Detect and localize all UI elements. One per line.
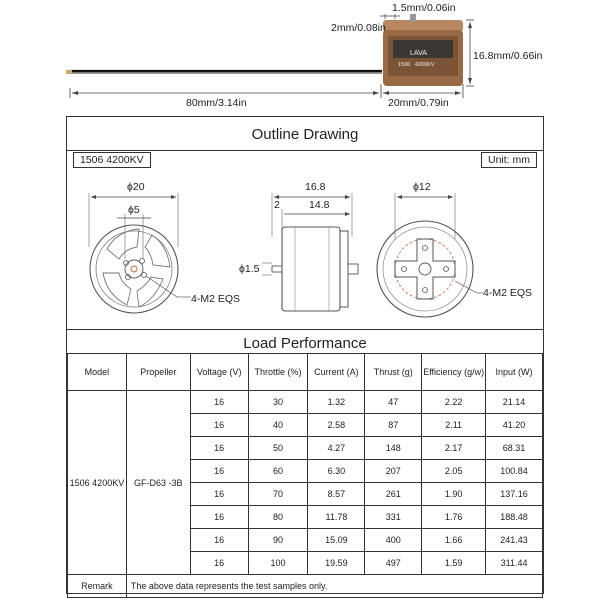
outline-drawings [67,169,543,329]
thrust-cell: 148 [365,437,422,460]
dim-motor-length: 20mm/0.79in [388,97,449,109]
input-cell: 241.43 [486,529,543,552]
current-cell: 15.09 [308,529,365,552]
remark-label: Remark [68,575,127,598]
voltage-cell: 16 [190,529,248,552]
back-view-drawing [377,193,483,317]
side-length: 16.8 [305,181,326,193]
efficiency-cell: 2.17 [422,437,486,460]
efficiency-cell: 2.11 [422,414,486,437]
voltage-cell: 16 [190,414,248,437]
load-performance-title: Load Performance [243,335,367,352]
efficiency-cell: 2.05 [422,460,486,483]
current-cell: 19.59 [308,552,365,575]
outline-drawing-title: Outline Drawing [251,126,359,143]
header-voltage: Voltage (V) [190,354,248,391]
voltage-cell: 16 [190,460,248,483]
voltage-cell: 16 [190,483,248,506]
voltage-cell: 16 [190,437,248,460]
header-input: Input (W) [486,354,543,391]
back-screw-spec: 4-M2 EQS [483,287,533,299]
front-screw-spec: 4-M2 EQS [191,293,241,305]
thrust-cell: 497 [365,552,422,575]
thrust-cell: 400 [365,529,422,552]
voltage-cell: 16 [190,506,248,529]
product-photo [0,0,600,112]
model-tag: 1506 4200KV [73,152,151,168]
load-performance-table [67,353,543,598]
efficiency-cell: 1.59 [422,552,486,575]
table-row [68,391,543,414]
input-cell: 41.20 [486,414,543,437]
throttle-cell: 100 [248,552,308,575]
front-inner-diameter: ϕ5 [128,204,140,216]
efficiency-cell: 1.76 [422,506,486,529]
current-cell: 11.78 [308,506,365,529]
efficiency-cell: 1.90 [422,483,486,506]
throttle-cell: 30 [248,391,308,414]
front-outer-diameter: ϕ20 [127,181,145,193]
header-efficiency: Efficiency (g/w) [422,354,486,391]
thrust-cell: 207 [365,460,422,483]
side-dim-b: 14.8 [309,199,330,211]
current-cell: 8.57 [308,483,365,506]
side-shaft-diameter: ϕ1.5 [239,263,260,275]
voltage-cell: 16 [190,391,248,414]
header-current: Current (A) [308,354,365,391]
table-header-row [68,354,543,391]
header-propeller: Propeller [126,354,190,391]
dim-wire-length: 80mm/3.14in [186,97,247,109]
header-throttle: Throttle (%) [248,354,308,391]
throttle-cell: 70 [248,483,308,506]
input-cell: 311.44 [486,552,543,575]
throttle-cell: 60 [248,460,308,483]
front-view-drawing [89,193,191,313]
input-cell: 21.14 [486,391,543,414]
unit-tag: Unit: mm [481,152,537,168]
input-cell: 188.48 [486,506,543,529]
current-cell: 1.32 [308,391,365,414]
remark-row [68,575,543,598]
input-cell: 100.84 [486,460,543,483]
dim-top-1: 1.5mm/0.06in [392,2,456,14]
spec-sheet [66,116,544,594]
throttle-cell: 90 [248,529,308,552]
header-model: Model [68,354,127,391]
throttle-cell: 50 [248,437,308,460]
dim-height: 16.8mm/0.66in [473,50,543,62]
thrust-cell: 47 [365,391,422,414]
motor-label-brand: LAVA [410,50,427,57]
propeller-cell: GF-D63 -3B [126,391,190,575]
voltage-cell: 16 [190,552,248,575]
back-diameter: ϕ12 [413,181,431,193]
current-cell: 6.30 [308,460,365,483]
efficiency-cell: 1.66 [422,529,486,552]
current-cell: 4.27 [308,437,365,460]
side-dim-a: 2 [274,199,280,211]
input-cell: 68.31 [486,437,543,460]
throttle-cell: 40 [248,414,308,437]
thrust-cell: 331 [365,506,422,529]
model-cell: 1506 4200KV [68,391,127,575]
thrust-cell: 87 [365,414,422,437]
motor-label-model: 1506 4200KV [398,62,435,68]
remark-text: The above data represents the test samples only. [126,575,542,598]
efficiency-cell: 2.22 [422,391,486,414]
header-thrust: Thrust (g) [365,354,422,391]
dim-top-2: 2mm/0.08in [331,22,386,34]
current-cell: 2.58 [308,414,365,437]
input-cell: 137.16 [486,483,543,506]
thrust-cell: 261 [365,483,422,506]
throttle-cell: 80 [248,506,308,529]
